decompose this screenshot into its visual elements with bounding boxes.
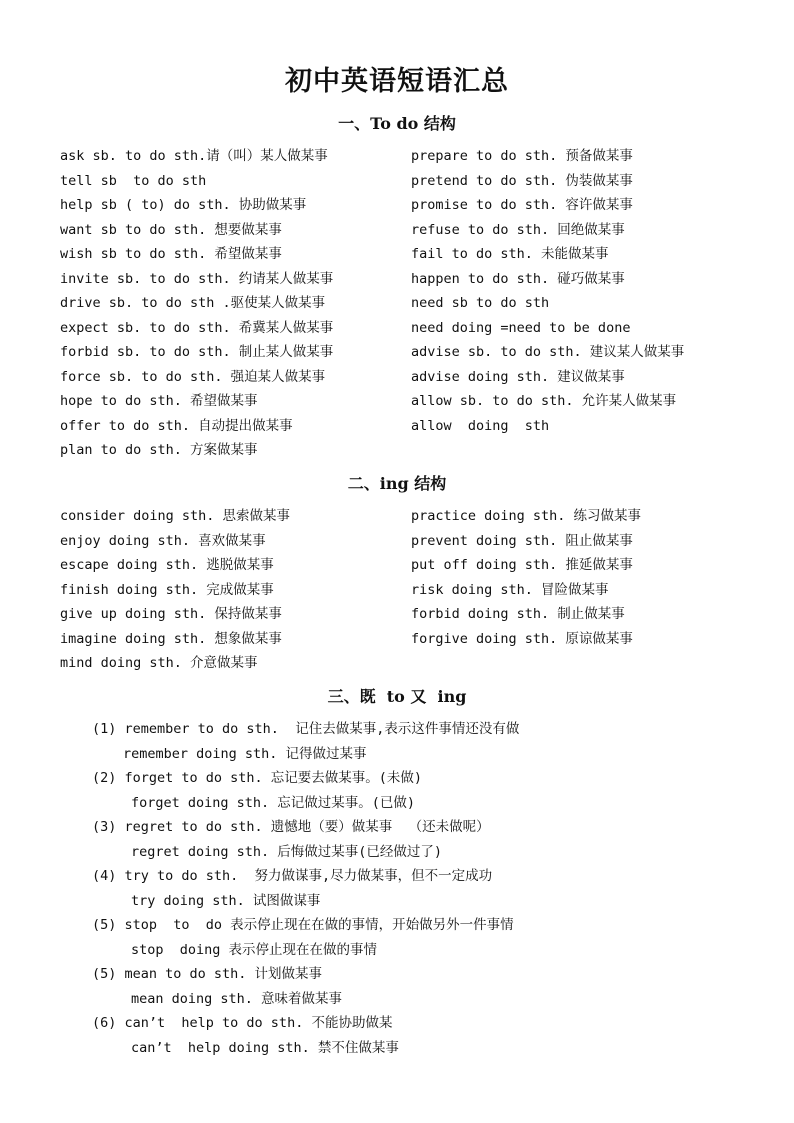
phrase-line: plan to do sth. 方案做某事 [60,442,258,458]
phrase-line: put off doing sth. 推延做某事 [411,557,633,573]
phrase-line: forbid sb. to do sth. 制止某人做某事 [60,344,334,360]
phrase-line: happen to do sth. 碰巧做某事 [411,270,625,287]
phrase-line: escape doing sth. 逃脱做某事 [60,557,274,573]
phrase-line: advise sb. to do sth. 建议某人做某事 [411,344,685,360]
phrase-line: consider doing sth. 思索做某事 [60,508,291,524]
ing-left-column [60,504,405,676]
pair-second-line: remember doing sth. 记得做过某事 [123,745,367,762]
pair-first-line: (3) regret to do sth. 遗憾地（要）做某事 （还未做呢） [92,819,490,835]
phrase-line: force sb. to do sth. 强迫某人做某事 [60,368,326,385]
phrase-line: promise to do sth. 容许做某事 [411,197,633,213]
pair-second-line: can’t help doing sth. 禁不住做某事 [131,1039,399,1056]
phrase-line: give up doing sth. 保持做某事 [60,606,282,622]
phrase-line: wish sb to do sth. 希望做某事 [60,246,282,262]
phrase-line: forgive doing sth. 原谅做某事 [411,630,633,647]
phrase-line: need sb to do sth [411,295,550,311]
phrase-line: fail to do sth. 未能做某事 [411,246,609,262]
phrase-line: drive sb. to do sth .驱使某人做某事 [60,295,326,311]
phrase-line: allow sb. to do sth. 允许某人做某事 [411,393,677,409]
pair-first-line: (4) try to do sth. 努力做谋事,尽力做某事，但不一定成功 [92,868,493,884]
phrase-line: advise doing sth. 建议做某事 [411,368,625,385]
section-heading-to-and-ing: 三、既 to 又 ing [327,687,467,706]
phrase-line: help sb ( to) do sth. 协助做某事 [60,197,307,213]
pair-second-line: mean doing sth. 意味着做某事 [131,990,343,1007]
section-heading-ing: 二、ing 结构 [347,474,447,493]
phrase-line: ask sb. to do sth.请（叫）某人做某事 [60,148,328,164]
pair-first-line: (5) stop to do 表示停止现在在做的事情，开始做另外一件事情 [92,917,514,933]
phrase-line: prepare to do sth. 预备做某事 [411,148,633,164]
phrase-line: allow doing sth [411,417,550,434]
pair-second-line: regret doing sth. 后悔做过某事(已经做过了) [131,843,443,860]
phrase-line: offer to do sth. 自动提出做某事 [60,417,293,434]
pair-first-line: (2) forget to do sth. 忘记要去做某事。(未做) [92,770,423,786]
pair-first-line: (6) can’t help to do sth. 不能协助做某 [92,1015,393,1031]
phrase-line: invite sb. to do sth. 约请某人做某事 [60,270,334,287]
pair-second-line: stop doing 表示停止现在在做的事情 [131,941,378,958]
phrase-line: risk doing sth. 冒险做某事 [411,581,609,598]
phrase-line: prevent doing sth. 阻止做某事 [411,532,633,549]
pair-first-line: (1) remember to do sth. 记住去做某事,表示这件事情还没有做 [92,721,520,737]
to-do-right-column [411,144,760,438]
pair-first-line: (5) mean to do sth. 计划做某事 [92,966,323,982]
phrase-line: finish doing sth. 完成做某事 [60,581,274,598]
pair-second-line: forget doing sth. 忘记做过某事。(已做) [131,794,416,811]
to-do-left-column [60,144,405,463]
to-and-ing-pairs [92,717,732,1060]
section-heading-to-do: 一、To do 结构 [338,114,456,133]
phrase-line: refuse to do sth. 回绝做某事 [411,221,625,238]
phrase-line: forbid doing sth. 制止做某事 [411,606,625,622]
phrase-line: imagine doing sth. 想象做某事 [60,630,282,647]
phrase-line: mind doing sth. 介意做某事 [60,655,258,671]
phrase-line: want sb to do sth. 想要做某事 [60,221,282,238]
phrase-line: need doing =need to be done [411,319,631,336]
phrase-line: practice doing sth. 练习做某事 [411,508,642,524]
phrase-line: hope to do sth. 希望做某事 [60,393,258,409]
phrase-line: enjoy doing sth. 喜欢做某事 [60,532,266,549]
phrase-line: tell sb to do sth [60,172,207,189]
page-title: 初中英语短语汇总 [285,66,509,97]
pair-second-line: try doing sth. 试图做谋事 [131,892,321,909]
phrase-line: expect sb. to do sth. 希冀某人做某事 [60,319,334,336]
ing-right-column [411,504,760,651]
phrase-line: pretend to do sth. 伪装做某事 [411,172,633,189]
